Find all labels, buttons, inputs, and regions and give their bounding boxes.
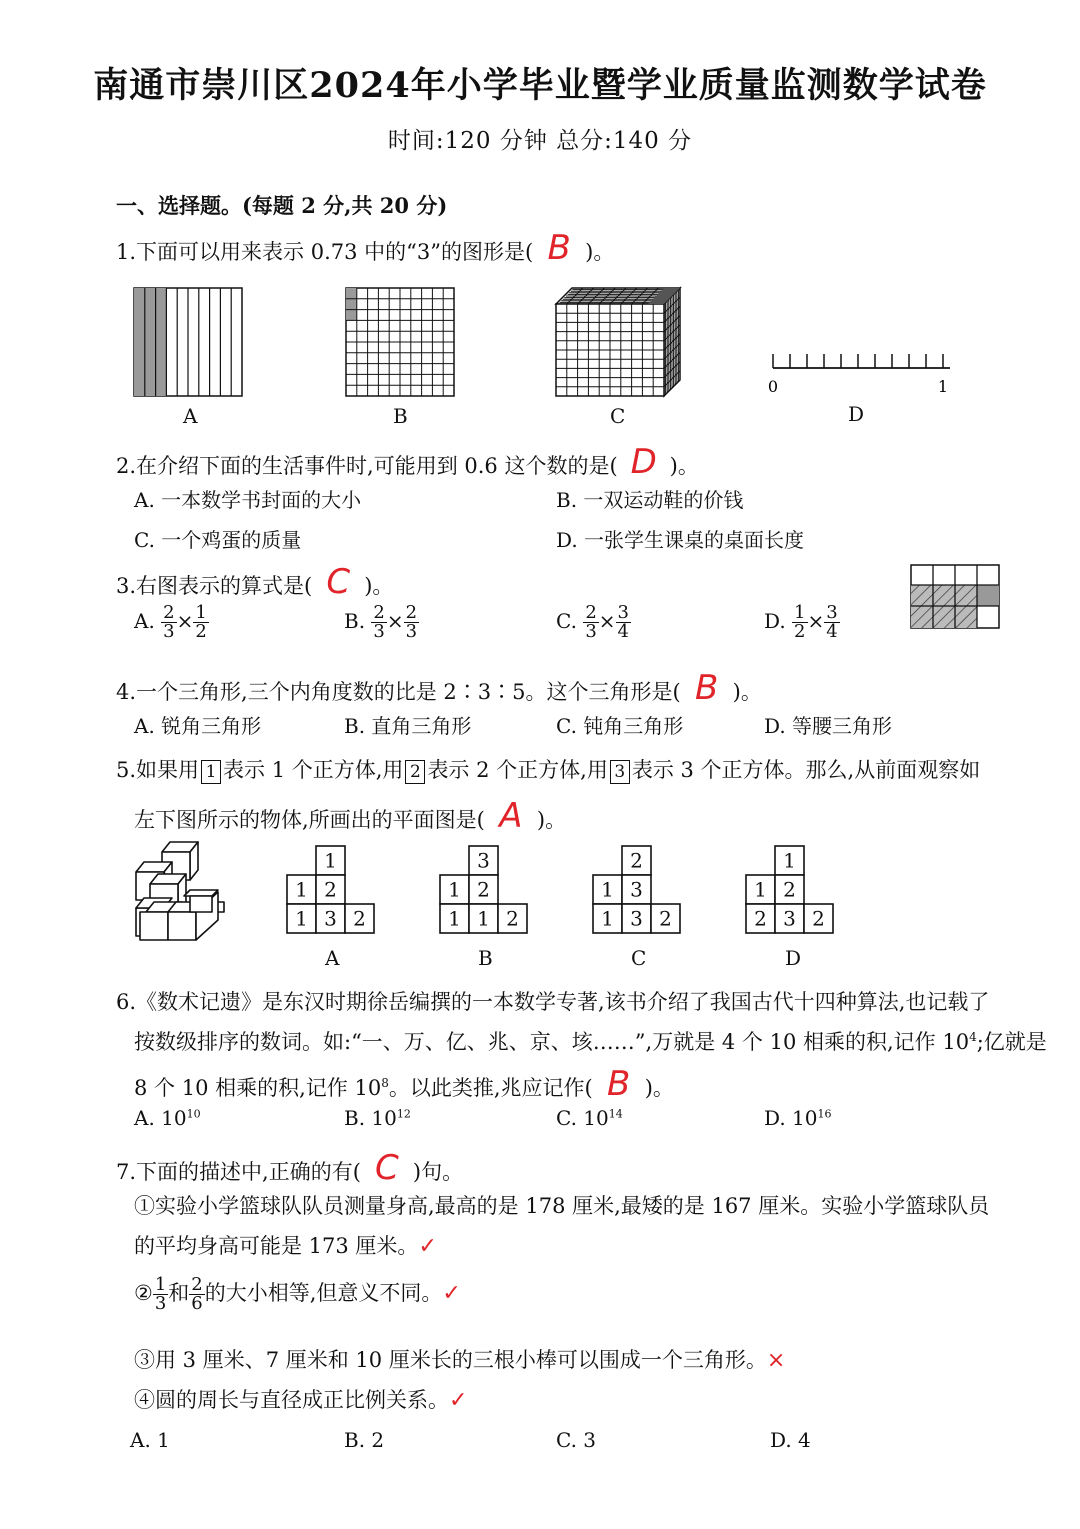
grid-cell-value: 2 [659, 906, 672, 931]
check-mark-icon: ✓ [449, 1388, 468, 1413]
q5-label-b: B [478, 946, 493, 970]
grid-cell-value: 1 [324, 848, 337, 873]
grid-cell-value: 2 [783, 877, 796, 902]
grid-cell-value: 2 [812, 906, 825, 931]
q6-option-c: C. $10^{14}$ [556, 1106, 623, 1130]
figure-b-grid [346, 288, 454, 396]
answer-2: D [630, 442, 657, 482]
q4-option-b: B. 直角三角形 [344, 714, 472, 738]
grid-cell-value: 3 [324, 906, 337, 931]
grid-cell-value: 2 [506, 906, 519, 931]
answer-1: B [547, 228, 571, 268]
question-5: 5.如果用 1 表示 1 个正方体,用 2 表示 2 个正方体,用 3 表示 3 个正方体。那么,从前面观察如 [116, 758, 981, 782]
figure-d-number-line [768, 354, 950, 396]
grid-cell-value: 1 [295, 877, 308, 902]
q7-statement-1-line1: ①实验小学篮球队队员测量身高,最高的是 178 厘米,最矮的是 167 厘米。实验小学篮球队员 [134, 1194, 990, 1218]
grid-cell-value: 1 [601, 906, 614, 931]
q2-option-a: A. 一本数学书封面的大小 [134, 488, 362, 512]
exam-subtitle: 时间:120 分钟 总分:140 分 [387, 128, 693, 154]
grid-cell-value: 1 [783, 848, 796, 873]
grid-cell-value: 3 [477, 848, 490, 873]
answer-7: C [375, 1148, 399, 1188]
q7-statement-3: ③用 3 厘米、7 厘米和 10 厘米长的三根小棒可以围成一个三角形。× [134, 1348, 786, 1373]
question-6-line2: 按数级排序的数词。如:“一、万、亿、兆、京、垓……”,万就是 4 个 10 相乘的积,记作 $10^4$;亿就是 [134, 1030, 1047, 1054]
check-mark-icon: ✓ [418, 1234, 437, 1259]
q3-option-a: A. $\frac{2}{3}$ × $\frac{1}{2}$ [134, 602, 207, 642]
grid-cell-value: 1 [295, 906, 308, 931]
answer-3: C [326, 562, 351, 602]
question-2: 2.在介绍下面的生活事件时,可能用到 0.6 这个数的是( D )。 [116, 442, 699, 482]
cross-mark-icon: × [766, 1348, 786, 1373]
axis-label-0: 0 [767, 377, 779, 396]
q7-option-a: A. 1 [130, 1428, 170, 1452]
grid-cell-value: 3 [630, 877, 643, 902]
grid-cell-value: 3 [783, 906, 796, 931]
q7-statement-2: ② $\frac{1}{3}$ 和 $\frac{2}{6}$ 的大小相等,但意义不同。✓ [134, 1274, 461, 1314]
q3-option-c: C. $\frac{2}{3}$ × $\frac{3}{4}$ [556, 602, 629, 642]
exam-title: 南通市崇川区2024年小学毕业暨学业质量监测数学试卷 [93, 65, 987, 106]
q7-option-d: D. 4 [770, 1428, 811, 1452]
q6-option-a: A. $10^{10}$ [134, 1106, 201, 1130]
grid-cell-value: 2 [477, 877, 490, 902]
question-1: 1.下面可以用来表示 0.73 中的“3”的图形是( B )。 [116, 228, 615, 268]
q5-cube-stack [128, 836, 228, 946]
grid-cell-value: 1 [448, 877, 461, 902]
grid-cell-value: 1 [477, 906, 490, 931]
grid-cell-value: 2 [630, 848, 643, 873]
q7-statement-4: ④圆的周长与直径成正比例关系。✓ [134, 1388, 468, 1413]
grid-cell-value: 1 [601, 877, 614, 902]
grid-cell-value: 1 [448, 906, 461, 931]
question-6-line1: 6.《数术记遗》是东汉时期徐岳编撰的一本数学专著,该书介绍了我国古代十四种算法,也记载了 [116, 990, 990, 1014]
answer-5: A [499, 796, 523, 836]
figure-c-cube [556, 288, 680, 396]
q7-option-c: C. 3 [556, 1428, 597, 1452]
q4-option-a: A. 锐角三角形 [134, 714, 262, 738]
q4-option-c: C. 钝角三角形 [556, 714, 684, 738]
figure-a-strips [134, 288, 242, 396]
section-heading: 一、选择题。(每题 2 分,共 20 分) [116, 193, 448, 218]
question-1-stem: 1.下面可以用来表示 0.73 中的“3”的图形是( [116, 240, 534, 264]
question-4: 4.一个三角形,三个内角度数的比是 2∶3∶5。这个三角形是( B )。 [116, 668, 762, 708]
question-3: 3.右图表示的算式是( C )。 [116, 562, 394, 602]
q4-option-d: D. 等腰三角形 [764, 714, 893, 738]
q1-label-c: C [610, 404, 626, 428]
answer-4: B [695, 668, 719, 708]
q1-label-a: A [183, 404, 198, 428]
q7-option-b: B. 2 [344, 1428, 385, 1452]
q1-label-b: B [393, 404, 408, 428]
answer-6: B [607, 1064, 631, 1104]
q5-label-a: A [325, 946, 340, 970]
grid-cell-value: 2 [754, 906, 767, 931]
q6-option-b: B. $10^{12}$ [344, 1106, 411, 1130]
q3-option-b: B. $\frac{2}{3}$ × $\frac{2}{3}$ [344, 602, 418, 642]
question-6-line3: 8 个 10 相乘的积,记作 $10^8$。以此类推,兆应记作( B )。 [134, 1064, 674, 1104]
grid-cell-value: 1 [754, 877, 767, 902]
question-7: 7.下面的描述中,正确的有( C )句。 [116, 1148, 464, 1188]
q2-option-d: D. 一张学生课桌的桌面长度 [556, 528, 805, 552]
q5-label-c: C [631, 946, 647, 970]
grid-cell-value: 2 [324, 877, 337, 902]
q3-option-d: D. $\frac{1}{2}$ × $\frac{3}{4}$ [764, 602, 838, 642]
q2-option-b: B. 一双运动鞋的价钱 [556, 488, 744, 512]
q3-shaded-rectangle [908, 562, 1003, 632]
axis-label-1: 1 [937, 377, 949, 396]
q6-option-d: D. $10^{16}$ [764, 1106, 832, 1130]
grid-cell-value: 3 [630, 906, 643, 931]
check-mark-icon: ✓ [442, 1281, 461, 1306]
q5-grids [280, 842, 840, 947]
q2-option-c: C. 一个鸡蛋的质量 [134, 528, 302, 552]
q1-label-d: D [848, 402, 865, 426]
grid-cell-value: 2 [353, 906, 366, 931]
q5-label-d: D [785, 946, 802, 970]
question-5-line2: 左下图所示的物体,所画出的平面图是( A )。 [134, 796, 567, 836]
q7-statement-1-line2: 的平均身高可能是 173 厘米。✓ [134, 1234, 437, 1259]
